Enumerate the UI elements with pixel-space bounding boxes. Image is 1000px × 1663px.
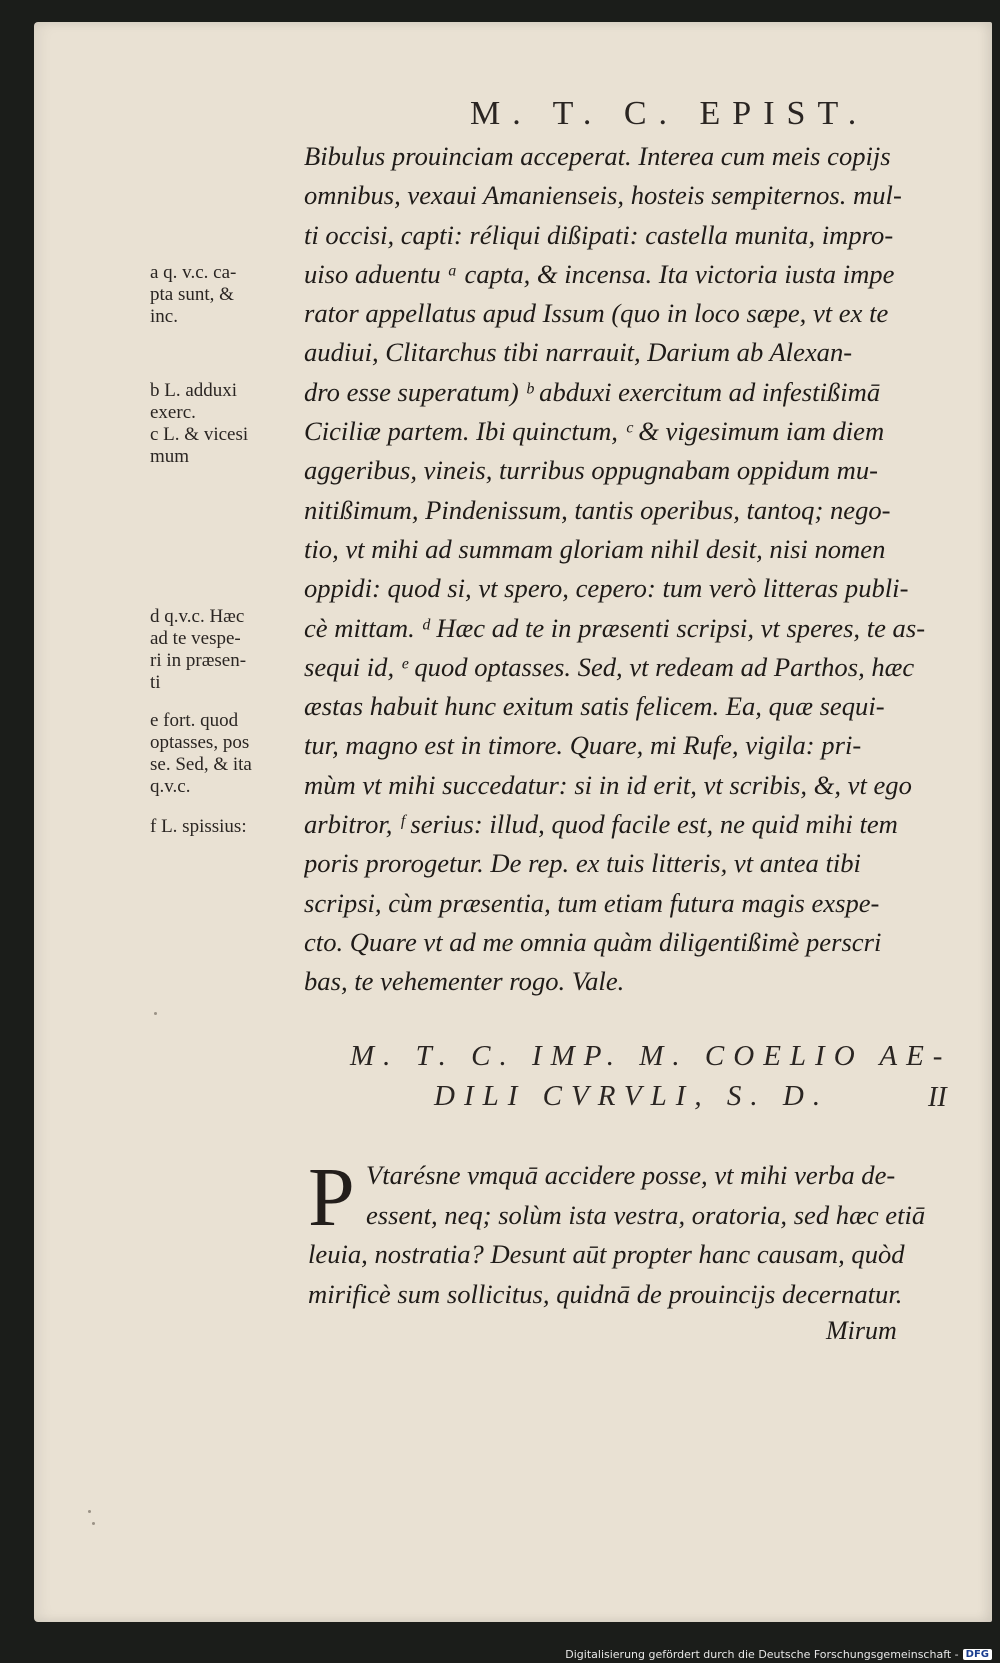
margin-note-line: a q. v.c. ca- <box>150 262 237 283</box>
margin-note-line: exerc. <box>150 402 196 423</box>
body-line: audiui, Clitarchus tibi narrauit, Darium ab Alexan- <box>304 337 853 368</box>
letter-body-text <box>308 1156 962 1314</box>
drop-cap: P <box>308 1151 355 1244</box>
margin-note-b <box>150 380 237 424</box>
letter-line: essent, neq; solùm ista vestra, oratoria, sed hæc etiā <box>366 1199 926 1230</box>
body-line: tio, vt mihi ad summam gloriam nihil desit, nisi nomen <box>304 533 886 564</box>
margin-note-f <box>150 816 247 838</box>
margin-note-line: d q.v.c. Hæc <box>150 606 245 627</box>
margin-note-line: ri in præsen- <box>150 650 247 671</box>
body-line: Ciciliæ partem. Ibi quinctum, ᶜ & vigesimum iam diem <box>304 416 885 447</box>
body-line: bas, te vehementer rogo. Vale. <box>304 966 625 997</box>
body-line: mùm vt mihi succedatur: si in id erit, vt scribis, &, vt ego <box>304 769 912 800</box>
margin-note-line: b L. adduxi <box>150 380 238 401</box>
margin-note-line: c L. & vicesi <box>150 424 249 445</box>
body-line: oppidi: quod si, vt spero, cepero: tum verò litteras publi- <box>304 573 909 604</box>
body-line: cè mittam. ᵈ Hæc ad te in præsenti scripsi, vt speres, te as- <box>304 612 926 643</box>
body-line: nitißimum, Pindenissum, tantis operibus, tantoq; nego- <box>304 494 891 525</box>
margin-note-d <box>150 606 246 694</box>
body-line: scripsi, cùm præsentia, tum etiam futura magis exspe- <box>304 887 880 918</box>
margin-note-line: inc. <box>150 306 178 327</box>
letter-line: leuia, nostratia? Desunt aūt propter hanc causam, quòd <box>308 1239 905 1269</box>
margin-note-line: ad te vespe- <box>150 628 241 649</box>
credit-text: Digitalisierung gefördert durch die Deutsche Forschungsgemeinschaft - <box>565 1648 959 1661</box>
margin-note-line: f L. spissius: <box>150 816 247 837</box>
letter-line: mirificè sum sollicitus, quidnā de prouincijs decernatur. <box>308 1278 903 1309</box>
body-line: rator appellatus apud Issum (quo in loco sæpe, vt ex te <box>304 298 889 329</box>
body-line: poris prorogetur. De rep. ex tuis litteris, vt antea tibi <box>304 848 861 879</box>
body-line: æstas habuit hunc exitum satis felicem. Ea, quæ sequi- <box>304 691 885 722</box>
body-line: tur, magno est in timore. Quare, mi Rufe, vigila: pri- <box>304 730 862 761</box>
letter-number: II <box>928 1082 947 1113</box>
margin-note-line: optasses, pos <box>150 732 250 753</box>
body-line: omnibus, vexaui Amanienseis, hosteis sempiternos. mul- <box>304 180 902 211</box>
margin-note-line: ti <box>150 672 161 693</box>
body-line: Bibulus prouinciam acceperat. Interea cum meis copijs <box>304 141 891 171</box>
body-line: sequi id, ᵉ quod optasses. Sed, vt redeam ad Parthos, hæc <box>304 651 915 682</box>
margin-note-line: pta sunt, & <box>150 284 234 305</box>
body-line: dro esse superatum) ᵇ abduxi exercitum ad infestißimā <box>304 376 881 407</box>
main-body-text <box>304 137 956 1002</box>
margin-note-line: q.v.c. <box>150 776 191 797</box>
body-line: ti occisi, capti: réliqui dißipati: castella munita, impro- <box>304 219 894 250</box>
digitization-credit <box>565 1648 992 1661</box>
body-line: uiso aduentu ᵃ capta, & incensa. Ita victoria iusta impe <box>304 258 895 289</box>
margin-note-c <box>150 424 248 468</box>
catchword: Mirum <box>826 1316 897 1345</box>
margin-note-line: mum <box>150 446 190 467</box>
letter-title-line1: M. T. C. IMP. M. COELIO AE- <box>350 1040 952 1072</box>
margin-note-line: se. Sed, & ita <box>150 754 252 775</box>
letter-line: Vtarésne vmquā accidere posse, vt mihi verba de- <box>366 1160 896 1190</box>
margin-note-a <box>150 262 236 328</box>
margin-note-e <box>150 710 252 798</box>
margin-note-line: e fort. quod <box>150 710 239 731</box>
dfg-logo: DFG <box>963 1649 992 1660</box>
body-line: aggeribus, vineis, turribus oppugnabam oppidum mu- <box>304 455 878 486</box>
running-header: M. T. C. EPIST. <box>470 95 869 132</box>
body-line: cto. Quare vt ad me omnia quàm diligentißimè perscri <box>304 926 882 957</box>
letter-title-line2: DILI CVRVLI, S. D. <box>434 1080 830 1112</box>
body-line: arbitror, ᶠ serius: illud, quod facile est, ne quid mihi tem <box>304 809 898 840</box>
